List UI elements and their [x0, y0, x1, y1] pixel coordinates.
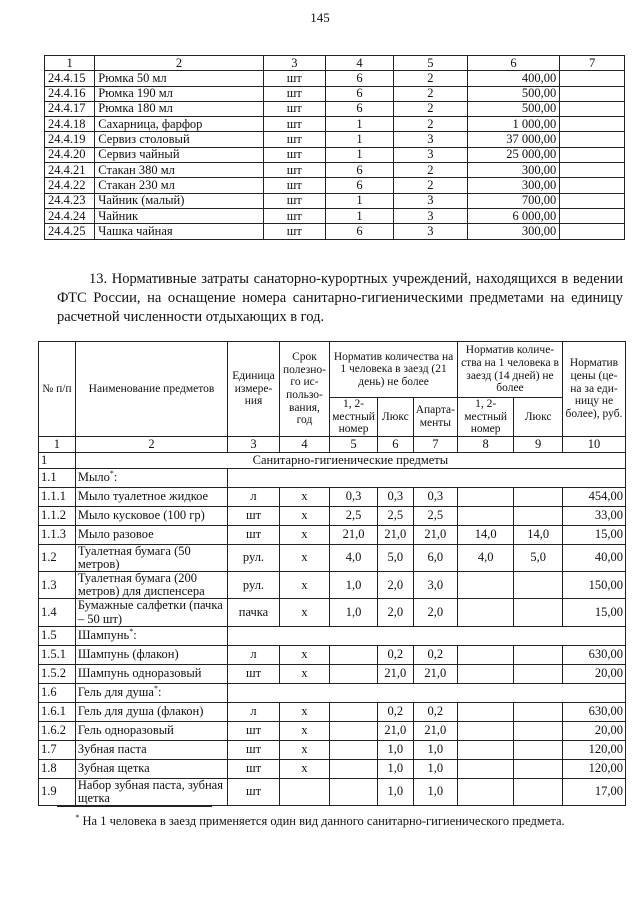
column-number: 9 [514, 436, 563, 452]
norm-cell: 21,0 [377, 721, 413, 740]
row-number: 1.1.1 [39, 487, 76, 506]
table-cell: 1 [325, 208, 393, 223]
table-cell: 1 [325, 117, 393, 132]
table-row [45, 163, 625, 178]
norm-cell: 21,0 [413, 721, 457, 740]
price-cell: 150,00 [562, 572, 625, 599]
unit-cell: шт [228, 759, 280, 778]
norm-cell: 5,0 [377, 544, 413, 571]
norm-cell: 1,0 [377, 740, 413, 759]
item-name: Туалетная бумага (50 метров) [75, 544, 227, 571]
group-name: Шампунь*: [75, 626, 227, 645]
price-cell: 120,00 [562, 759, 625, 778]
term-cell: х [279, 702, 329, 721]
norm-cell: 1,0 [413, 759, 457, 778]
table-cell: 1 [325, 132, 393, 147]
norm-cell: 2,5 [330, 506, 378, 525]
column-number: 4 [325, 56, 393, 71]
table-cell: 3 [394, 132, 468, 147]
table-cell: 2 [394, 71, 468, 86]
norm-cell [330, 740, 378, 759]
norm-cell [457, 721, 513, 740]
row-number: 1.3 [39, 572, 76, 599]
table-cell: шт [263, 224, 325, 239]
norm-cell: 0,3 [413, 487, 457, 506]
column-number: 1 [39, 436, 76, 452]
row-number: 1.5.1 [39, 645, 76, 664]
table-cell [560, 86, 625, 101]
row-number: 1.6 [39, 683, 76, 702]
table-cell: 37 000,00 [467, 132, 560, 147]
table-cell: 500,00 [467, 101, 560, 116]
norm-cell: 2,0 [377, 599, 413, 626]
item-name: Шампунь (флакон) [75, 645, 227, 664]
group-name: Гель для душа*: [75, 683, 227, 702]
norm-cell [514, 702, 563, 721]
norm-cell: 0,2 [413, 702, 457, 721]
table-cell: 1 000,00 [467, 117, 560, 132]
unit-cell: пачка [228, 599, 280, 626]
group-row [39, 468, 626, 487]
section-paragraph [57, 270, 623, 327]
row-number: 1.1 [39, 468, 76, 487]
table-row [39, 572, 626, 599]
norm-cell [330, 721, 378, 740]
column-number: 7 [413, 436, 457, 452]
footnote-mark: * [109, 469, 114, 479]
table-cell: Стакан 230 мл [95, 178, 264, 193]
term-cell: х [279, 740, 329, 759]
unit-cell: л [228, 702, 280, 721]
table-cell: 300,00 [467, 163, 560, 178]
item-name: Зубная щетка [75, 759, 227, 778]
column-number: 5 [394, 56, 468, 71]
norm-cell: 6,0 [413, 544, 457, 571]
row-number: 1.6.2 [39, 721, 76, 740]
item-name: Бумажные салфетки (пачка – 50 шт) [75, 599, 227, 626]
section-number: 1 [39, 452, 76, 468]
table-cell: 24.4.24 [45, 208, 95, 223]
table-cell: 2 [394, 117, 468, 132]
table-row [39, 487, 626, 506]
norm-cell: 0,2 [413, 645, 457, 664]
group-label: Шампунь [77, 628, 130, 643]
norm-cell [514, 645, 563, 664]
norm-cell [457, 506, 513, 525]
norm-cell [457, 759, 513, 778]
unit-cell: шт [228, 525, 280, 544]
norm-cell [514, 506, 563, 525]
table-cell: 6 [325, 86, 393, 101]
table-cell [560, 132, 625, 147]
norm-cell: 0,2 [377, 645, 413, 664]
norm-cell [457, 778, 513, 805]
table-cell: Стакан 380 мл [95, 163, 264, 178]
table-cell: шт [263, 132, 325, 147]
empty-cell [228, 468, 626, 487]
norms-table [38, 341, 626, 806]
norm-cell: 0,2 [377, 702, 413, 721]
table-cell: 2 [394, 163, 468, 178]
table-cell: 6 [325, 101, 393, 116]
table-row [39, 778, 626, 805]
price-cell: 20,00 [562, 664, 625, 683]
subheader-lux: Люкс [377, 398, 413, 437]
price-cell: 120,00 [562, 740, 625, 759]
unit-cell: л [228, 487, 280, 506]
table-cell: 300,00 [467, 178, 560, 193]
norm-cell: 21,0 [377, 525, 413, 544]
header-term: Срок полезно-го ис-пользо-вания, год [279, 342, 329, 437]
table-row [39, 721, 626, 740]
price-cell: 40,00 [562, 544, 625, 571]
term-cell: х [279, 572, 329, 599]
page-number: 145 [310, 10, 330, 25]
price-cell: 454,00 [562, 487, 625, 506]
table-cell: шт [263, 86, 325, 101]
norm-cell: 21,0 [330, 525, 378, 544]
table-row [45, 178, 625, 193]
column-number: 6 [377, 436, 413, 452]
table-cell: 24.4.18 [45, 117, 95, 132]
table-cell: Чашка чайная [95, 224, 264, 239]
unit-cell: рул. [228, 572, 280, 599]
table-cell: 400,00 [467, 71, 560, 86]
footnote-text: На 1 человека в заезд применяется один вид данного санитарно-гигиенического предмета. [82, 814, 565, 828]
norm-cell: 2,0 [413, 599, 457, 626]
table-row [39, 506, 626, 525]
table-cell: 3 [394, 193, 468, 208]
item-name: Туалетная бумага (200 метров) для диспенсера [75, 572, 227, 599]
norm-cell: 2,5 [377, 506, 413, 525]
group-label: Мыло [77, 470, 110, 485]
paragraph-text: 13. Нормативные затраты санаторно-курортных учреждений, находящихся в ведении ФТС России, на оснащение номера санитарно-гигиеническими предметами на единицу расчетной численности отдыхающих в год. [57, 271, 623, 325]
unit-cell: рул. [228, 544, 280, 571]
row-number: 1.7 [39, 740, 76, 759]
unit-cell: шт [228, 740, 280, 759]
table-cell: 3 [394, 224, 468, 239]
norm-cell [330, 759, 378, 778]
column-number: 10 [562, 436, 625, 452]
price-cell: 20,00 [562, 721, 625, 740]
table-cell: 24.4.15 [45, 71, 95, 86]
item-name: Гель для душа (флакон) [75, 702, 227, 721]
term-cell: х [279, 487, 329, 506]
table-cell: шт [263, 147, 325, 162]
norm-cell [330, 702, 378, 721]
section-title: Санитарно-гигиенические предметы [75, 452, 625, 468]
norm-cell [514, 487, 563, 506]
table-row [45, 193, 625, 208]
column-number: 6 [467, 56, 560, 71]
table-cell: шт [263, 178, 325, 193]
row-number: 1.8 [39, 759, 76, 778]
subheader-double: 1, 2-местный номер [330, 398, 378, 437]
table-cell: Сервиз столовый [95, 132, 264, 147]
norm-cell: 21,0 [377, 664, 413, 683]
table-row [45, 208, 625, 223]
group-name: Мыло*: [75, 468, 227, 487]
norm-cell [514, 778, 563, 805]
item-name: Гель одноразовый [75, 721, 227, 740]
table-cell [560, 178, 625, 193]
row-number: 1.1.3 [39, 525, 76, 544]
table-cell [560, 224, 625, 239]
term-cell [279, 778, 329, 805]
row-number: 1.2 [39, 544, 76, 571]
norm-cell: 1,0 [413, 740, 457, 759]
norm-cell: 2,5 [413, 506, 457, 525]
column-number: 7 [560, 56, 625, 71]
norm-cell: 4,0 [330, 544, 378, 571]
continued-table [44, 55, 625, 240]
table-row [45, 86, 625, 101]
table-row [45, 117, 625, 132]
table-row [39, 759, 626, 778]
norm-cell [330, 664, 378, 683]
norm-cell: 2,0 [377, 572, 413, 599]
norm-cell: 0,3 [330, 487, 378, 506]
table-cell: 2 [394, 101, 468, 116]
norm-cell: 5,0 [514, 544, 563, 571]
norm-cell [514, 721, 563, 740]
table-cell: 3 [394, 208, 468, 223]
item-name: Зубная паста [75, 740, 227, 759]
price-cell: 17,00 [562, 778, 625, 805]
norm-cell [457, 487, 513, 506]
column-numbers-row [39, 436, 626, 452]
table-cell: 24.4.25 [45, 224, 95, 239]
table-cell: шт [263, 117, 325, 132]
table-cell [560, 117, 625, 132]
section-row [39, 452, 626, 468]
table-cell [560, 208, 625, 223]
norm-cell: 21,0 [413, 525, 457, 544]
term-cell: х [279, 645, 329, 664]
table-row [39, 525, 626, 544]
table-cell: шт [263, 163, 325, 178]
footnote-mark: * [129, 626, 134, 636]
table-row [39, 599, 626, 626]
unit-cell: шт [228, 778, 280, 805]
norm-cell [514, 572, 563, 599]
table-row [45, 224, 625, 239]
table-cell: 24.4.19 [45, 132, 95, 147]
item-name: Набор зубная паста, зубная щетка [75, 778, 227, 805]
item-name: Мыло кусковое (100 гр) [75, 506, 227, 525]
norm-cell [457, 645, 513, 664]
norm-cell: 21,0 [413, 664, 457, 683]
unit-cell: шт [228, 721, 280, 740]
unit-cell: л [228, 645, 280, 664]
term-cell: х [279, 544, 329, 571]
empty-cell [228, 626, 626, 645]
table-cell: шт [263, 193, 325, 208]
table-row [39, 544, 626, 571]
norm-cell [514, 740, 563, 759]
table-cell [560, 71, 625, 86]
price-cell: 630,00 [562, 702, 625, 721]
header-unit: Единица измере-ния [228, 342, 280, 437]
row-number: 1.5.2 [39, 664, 76, 683]
norm-cell: 1,0 [377, 778, 413, 805]
norm-cell [457, 740, 513, 759]
item-name: Шампунь одноразовый [75, 664, 227, 683]
table-cell: Рюмка 190 мл [95, 86, 264, 101]
table-row [45, 101, 625, 116]
row-number: 1.6.1 [39, 702, 76, 721]
group-row [39, 683, 626, 702]
column-number: 1 [45, 56, 95, 71]
norm-cell [514, 664, 563, 683]
table-cell: 24.4.23 [45, 193, 95, 208]
norm-cell [457, 572, 513, 599]
table-cell: 6 000,00 [467, 208, 560, 223]
norm-cell [514, 599, 563, 626]
table-cell: шт [263, 101, 325, 116]
row-number: 1.1.2 [39, 506, 76, 525]
table-row [39, 645, 626, 664]
norm-cell: 1,0 [330, 572, 378, 599]
table-cell: 24.4.16 [45, 86, 95, 101]
group-label: Гель для душа [77, 685, 154, 700]
table-cell [560, 163, 625, 178]
unit-cell: шт [228, 664, 280, 683]
row-number: 1.4 [39, 599, 76, 626]
price-cell: 33,00 [562, 506, 625, 525]
norm-cell: 3,0 [413, 572, 457, 599]
subheader-apart: Апарта-менты [413, 398, 457, 437]
header-price: Норматив цены (це-на за еди-ницу не более), руб. [562, 342, 625, 437]
norm-cell [457, 702, 513, 721]
table-row [39, 664, 626, 683]
norm-cell: 1,0 [377, 759, 413, 778]
table-row [45, 71, 625, 86]
table-cell: Рюмка 180 мл [95, 101, 264, 116]
norm-cell: 0,3 [377, 487, 413, 506]
norm-cell [330, 645, 378, 664]
term-cell: х [279, 759, 329, 778]
table-cell: 1 [325, 147, 393, 162]
table-cell: 6 [325, 71, 393, 86]
column-number: 2 [75, 436, 227, 452]
footnote-mark: * [75, 812, 80, 822]
norm-cell: 1,0 [413, 778, 457, 805]
price-cell: 15,00 [562, 599, 625, 626]
table-cell: 500,00 [467, 86, 560, 101]
table-cell: 300,00 [467, 224, 560, 239]
item-name: Мыло разовое [75, 525, 227, 544]
table-cell: 700,00 [467, 193, 560, 208]
norm-cell [330, 778, 378, 805]
table-cell: 25 000,00 [467, 147, 560, 162]
header-name: Наименование предметов [75, 342, 227, 437]
footnote-rule [57, 806, 212, 807]
table-cell: Рюмка 50 мл [95, 71, 264, 86]
row-number: 1.5 [39, 626, 76, 645]
row-number: 1.9 [39, 778, 76, 805]
unit-cell: шт [228, 506, 280, 525]
norm-cell: 14,0 [514, 525, 563, 544]
table-cell: Чайник [95, 208, 264, 223]
subheader-double-14: 1, 2-местный номер [457, 398, 513, 437]
table-row [39, 702, 626, 721]
footnote [0, 814, 640, 829]
table-cell: 24.4.20 [45, 147, 95, 162]
table-row [45, 147, 625, 162]
table-cell [560, 193, 625, 208]
column-number: 3 [228, 436, 280, 452]
header-norm-21: Норматив количества на 1 человека в заезд (21 день) не более [330, 342, 458, 398]
table-cell: 2 [394, 86, 468, 101]
table-cell: 2 [394, 178, 468, 193]
footnote-mark: * [154, 683, 158, 693]
term-cell: х [279, 506, 329, 525]
table-cell: 1 [325, 193, 393, 208]
table-row [45, 132, 625, 147]
column-number: 8 [457, 436, 513, 452]
table-cell [560, 101, 625, 116]
header-no: № п/п [39, 342, 76, 437]
table-cell: 6 [325, 163, 393, 178]
column-number: 3 [263, 56, 325, 71]
table-cell: 6 [325, 178, 393, 193]
term-cell: х [279, 721, 329, 740]
norm-cell [514, 759, 563, 778]
table-cell [560, 147, 625, 162]
table-row [39, 740, 626, 759]
price-cell: 15,00 [562, 525, 625, 544]
table-cell: шт [263, 71, 325, 86]
table-cell: 3 [394, 147, 468, 162]
table-cell: 24.4.21 [45, 163, 95, 178]
group-row [39, 626, 626, 645]
table-cell: Сервиз чайный [95, 147, 264, 162]
column-number: 4 [279, 436, 329, 452]
table-cell: Сахарница, фарфор [95, 117, 264, 132]
table-cell: 6 [325, 224, 393, 239]
term-cell: х [279, 525, 329, 544]
norm-cell: 14,0 [457, 525, 513, 544]
term-cell: х [279, 664, 329, 683]
column-number: 2 [95, 56, 264, 71]
empty-cell [228, 683, 626, 702]
header-norm-14: Норматив количе-ства на 1 человека в заезд (14 дней) не более [457, 342, 562, 398]
table-cell: 24.4.17 [45, 101, 95, 116]
norm-cell: 1,0 [330, 599, 378, 626]
term-cell: х [279, 599, 329, 626]
table-header-row [45, 56, 625, 71]
norm-cell: 4,0 [457, 544, 513, 571]
table-cell: шт [263, 208, 325, 223]
item-name: Мыло туалетное жидкое [75, 487, 227, 506]
column-number: 5 [330, 436, 378, 452]
norm-cell [457, 599, 513, 626]
table-cell: Чайник (малый) [95, 193, 264, 208]
subheader-lux-14: Люкс [514, 398, 563, 437]
price-cell: 630,00 [562, 645, 625, 664]
table-cell: 24.4.22 [45, 178, 95, 193]
norm-cell [457, 664, 513, 683]
